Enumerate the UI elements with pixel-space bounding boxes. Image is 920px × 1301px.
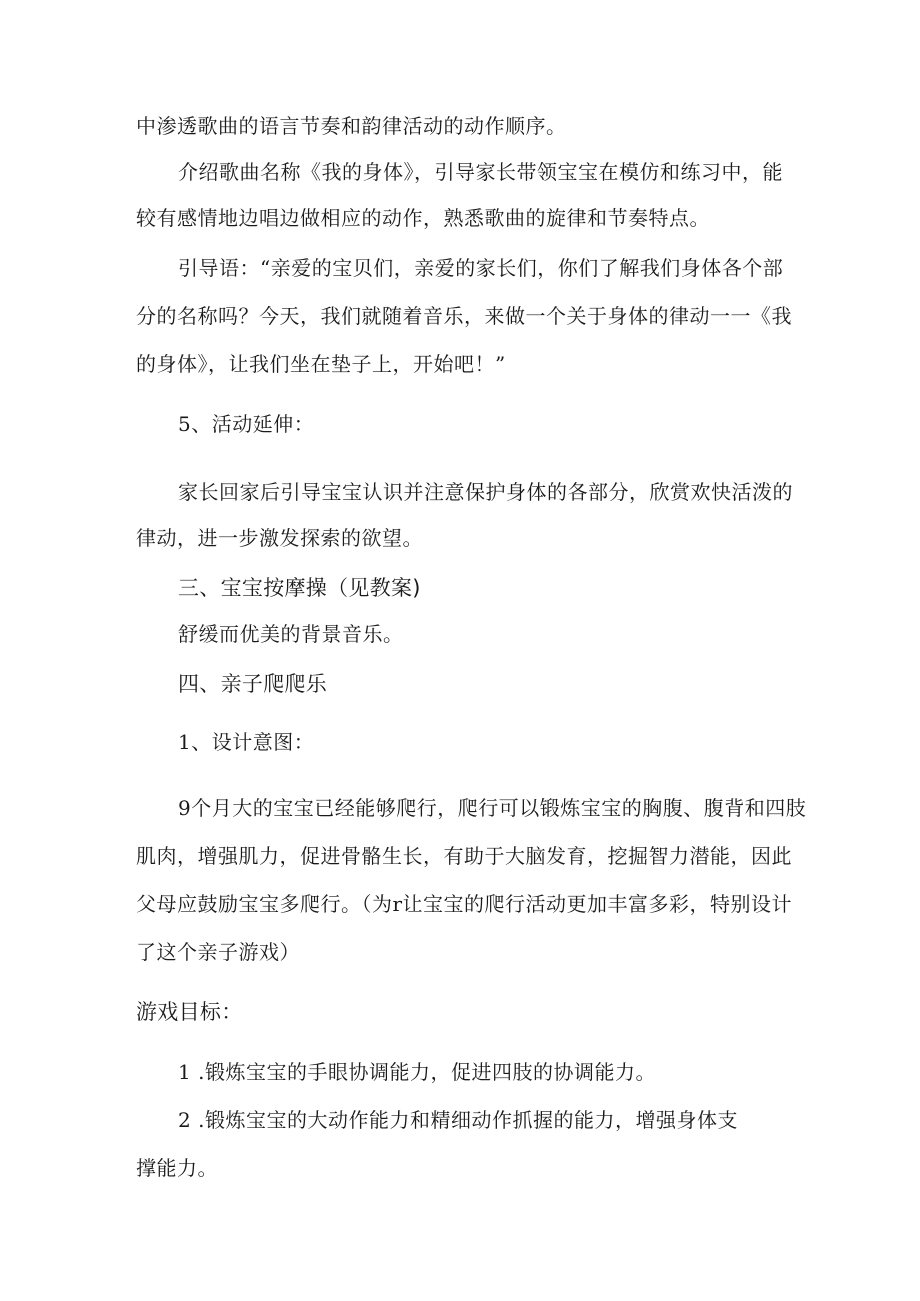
paragraph-line: 介绍歌曲名称《我的身体》，引导家长带领宝宝在模仿和练习中，能 <box>178 160 783 184</box>
paragraph-line: 的身体》，让我们坐在垫子上，开始吧！” <box>136 352 506 376</box>
paragraph-line: 9个月大的宝宝已经能够爬行，爬行可以锻炼宝宝的胸腹、腹背和四肢 <box>178 796 807 820</box>
step-5-title: 5、活动延伸： <box>178 412 315 436</box>
paragraph-line: 律动，进一步激发探索的欲望。 <box>136 526 423 550</box>
goal-item-1: 1 .锻炼宝宝的手眼协调能力，促进四肢的协调能力。 <box>178 1060 656 1084</box>
goal-item-2: 2 .锻炼宝宝的大动作能力和精细动作抓握的能力，增强身体支 <box>178 1108 738 1132</box>
game-goals-heading: 游戏目标： <box>136 1000 243 1024</box>
paragraph-line: 舒缓而优美的背景音乐。 <box>178 622 404 646</box>
section-3-heading: 三、宝宝按摩操（见教案) <box>178 576 421 600</box>
paragraph-line: 父母应鼓励宝宝多爬行。（为r让宝宝的爬行活动更加丰富多彩，特别设计 <box>136 892 793 916</box>
paragraph-line: 引导语：“亲爱的宝贝们，亲爱的家长们，你们了解我们身体各个部 <box>178 256 784 280</box>
section-4-heading: 四、亲子爬爬乐 <box>178 672 328 696</box>
paragraph-line: 中渗透歌曲的语言节奏和韵律活动的动作顺序。 <box>136 114 567 138</box>
goal-item-2-continued: 撑能力。 <box>136 1156 218 1180</box>
paragraph-line: 分的名称吗？今天，我们就随着音乐，来做一个关于身体的律动一一《我 <box>136 304 792 328</box>
paragraph-line: 肌肉，增强肌力，促进骨骼生长，有助于大脑发育，挖掘智力潜能，因此 <box>136 844 792 868</box>
paragraph-line: 较有感情地边唱边做相应的动作，熟悉歌曲的旋律和节奏特点。 <box>136 206 710 230</box>
design-intent-title: 1、设计意图： <box>178 730 315 754</box>
paragraph-line: 了这个亲子游戏） <box>136 940 300 964</box>
paragraph-line: 家长回家后引导宝宝认识并注意保护身体的各部分，欣赏欢快活泼的 <box>178 480 793 504</box>
